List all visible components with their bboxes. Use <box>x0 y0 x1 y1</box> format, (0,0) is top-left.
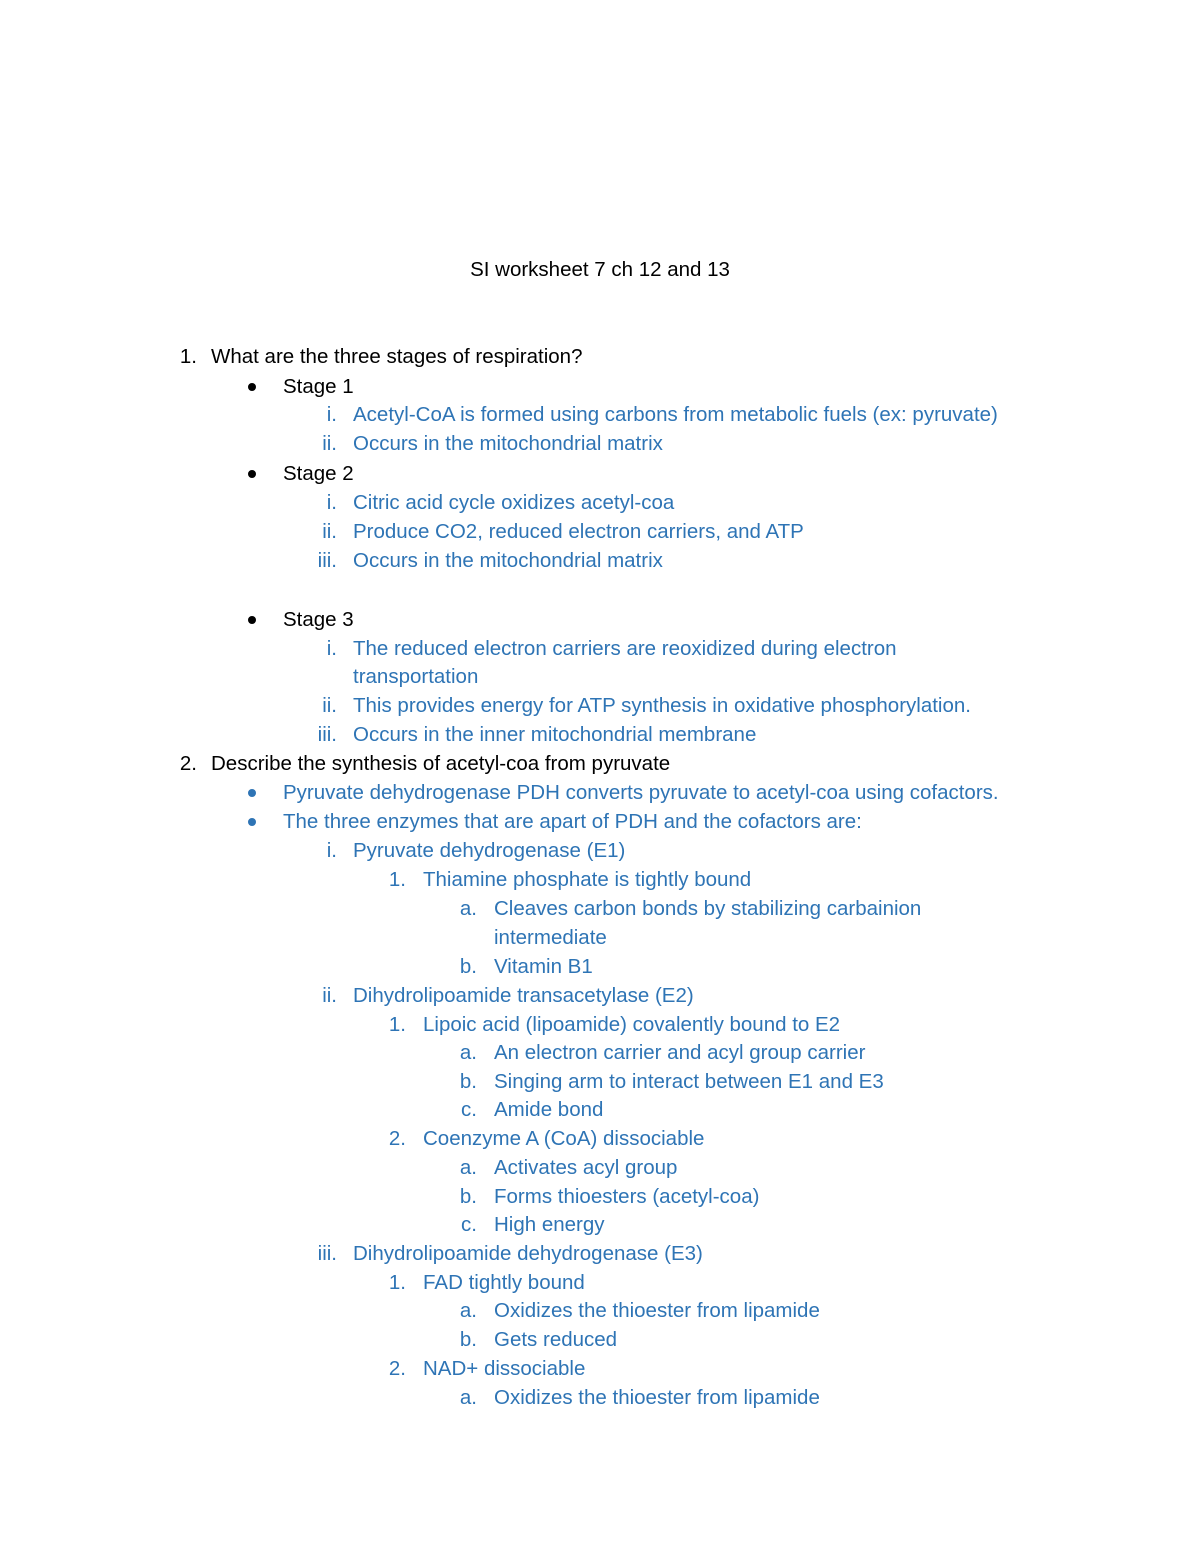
outline-line <box>0 460 1200 488</box>
list-item-text: transportation <box>353 665 479 688</box>
list-item-text: FAD tightly bound <box>423 1271 585 1294</box>
list-item-text: Stage 2 <box>283 462 354 485</box>
outline-line <box>0 1125 1200 1153</box>
outline-line <box>0 518 1200 546</box>
outline-line <box>0 1183 1200 1211</box>
list-item-text: Coenzyme A (CoA) dissociable <box>423 1127 705 1150</box>
list-item-text: Vitamin B1 <box>494 955 593 978</box>
list-marker: 2. <box>388 1127 406 1150</box>
list-item-text: Oxidizes the thioester from lipamide <box>494 1299 820 1322</box>
list-marker: iii. <box>317 549 337 572</box>
outline-line <box>0 635 1200 663</box>
list-marker: b. <box>459 1185 477 1208</box>
list-marker: b. <box>459 1328 477 1351</box>
list-marker: a. <box>459 1299 477 1322</box>
outline-line <box>0 1096 1200 1124</box>
list-item-text: The three enzymes that are apart of PDH and the cofactors are: <box>283 810 862 833</box>
outline-line <box>0 1326 1200 1354</box>
list-item-text: The reduced electron carriers are reoxidized during electron <box>353 637 897 660</box>
list-item-text: Singing arm to interact between E1 and E3 <box>494 1070 884 1093</box>
list-marker: 2. <box>388 1357 406 1380</box>
list-marker: iii. <box>317 1242 337 1265</box>
outline-line <box>0 401 1200 429</box>
outline-line <box>0 953 1200 981</box>
list-item-text: Stage 3 <box>283 608 354 631</box>
list-item-text: Gets reduced <box>494 1328 618 1351</box>
list-marker: a. <box>459 1156 477 1179</box>
bullet-icon <box>248 818 256 826</box>
outline-line <box>0 837 1200 865</box>
list-marker: ii. <box>322 694 337 717</box>
document-title: SI worksheet 7 ch 12 and 13 <box>470 258 730 281</box>
list-item-text: Produce CO2, reduced electron carriers, and ATP <box>353 520 804 543</box>
list-marker: i. <box>326 403 337 426</box>
outline-line <box>0 866 1200 894</box>
list-marker: ii. <box>322 984 337 1007</box>
list-item-text: Pyruvate dehydrogenase (E1) <box>353 839 626 862</box>
list-item-text: Describe the synthesis of acetyl-coa from pyruvate <box>211 752 671 775</box>
outline-line <box>0 808 1200 836</box>
list-item-text: Cleaves carbon bonds by stabilizing carbainion <box>494 897 922 920</box>
outline-line <box>0 924 1200 952</box>
list-item-text: Thiamine phosphate is tightly bound <box>423 868 752 891</box>
outline-line <box>0 1240 1200 1268</box>
list-marker: 1. <box>388 868 406 891</box>
list-item-text: High energy <box>494 1213 605 1236</box>
outline-line <box>0 1355 1200 1383</box>
outline-line <box>0 1269 1200 1297</box>
list-marker: b. <box>459 1070 477 1093</box>
list-item-text: Citric acid cycle oxidizes acetyl-coa <box>353 491 675 514</box>
outline-line <box>0 895 1200 923</box>
outline-line <box>0 1068 1200 1096</box>
list-item-text: Dihydrolipoamide transacetylase (E2) <box>353 984 694 1007</box>
list-item-text: Occurs in the mitochondrial matrix <box>353 432 663 455</box>
outline-line <box>0 779 1200 807</box>
list-item-text: Activates acyl group <box>494 1156 678 1179</box>
list-marker: c. <box>461 1098 477 1121</box>
outline-line <box>0 721 1200 749</box>
outline-line <box>0 1211 1200 1239</box>
list-marker: i. <box>326 637 337 660</box>
list-item-text: This provides energy for ATP synthesis in oxidative phosphorylation. <box>353 694 971 717</box>
outline-line <box>0 750 1200 778</box>
list-marker: a. <box>459 1386 477 1409</box>
list-marker: a. <box>459 1041 477 1064</box>
outline-line <box>0 430 1200 458</box>
outline-line <box>0 663 1200 691</box>
outline-line <box>0 343 1200 371</box>
bullet-icon <box>248 383 256 391</box>
list-marker: 1. <box>388 1271 406 1294</box>
outline-line <box>0 373 1200 401</box>
list-item-text: Occurs in the mitochondrial matrix <box>353 549 663 572</box>
outline-line <box>0 489 1200 517</box>
list-marker: 1. <box>179 345 197 368</box>
list-marker: b. <box>459 955 477 978</box>
list-item-text: Amide bond <box>494 1098 604 1121</box>
list-item-text: An electron carrier and acyl group carrier <box>494 1041 866 1064</box>
bullet-icon <box>248 789 256 797</box>
list-item-text: NAD+ dissociable <box>423 1357 586 1380</box>
list-marker: i. <box>326 839 337 862</box>
outline-line <box>0 1297 1200 1325</box>
bullet-icon <box>248 616 256 624</box>
list-item-text: Forms thioesters (acetyl-coa) <box>494 1185 760 1208</box>
list-marker: c. <box>461 1213 477 1236</box>
list-item-text: Occurs in the inner mitochondrial membrane <box>353 723 757 746</box>
outline-line <box>0 982 1200 1010</box>
list-item-text: Pyruvate dehydrogenase PDH converts pyruvate to acetyl-coa using cofactors. <box>283 781 999 804</box>
outline-line <box>0 1154 1200 1182</box>
list-marker: i. <box>326 491 337 514</box>
list-item-text: Stage 1 <box>283 375 354 398</box>
list-marker: a. <box>459 897 477 920</box>
outline-line <box>0 692 1200 720</box>
list-marker: ii. <box>322 432 337 455</box>
outline-line <box>0 1039 1200 1067</box>
list-item-text: intermediate <box>494 926 607 949</box>
list-item-text: Lipoic acid (lipoamide) covalently bound to E2 <box>423 1013 841 1036</box>
list-marker: ii. <box>322 520 337 543</box>
list-marker: 1. <box>388 1013 406 1036</box>
list-marker: iii. <box>317 723 337 746</box>
list-marker: 2. <box>179 752 197 775</box>
list-item-text: Acetyl-CoA is formed using carbons from metabolic fuels (ex: pyruvate) <box>353 403 998 426</box>
bullet-icon <box>248 470 256 478</box>
list-item-text: What are the three stages of respiration? <box>211 345 583 368</box>
outline-line <box>0 606 1200 634</box>
outline-line <box>0 547 1200 575</box>
outline-line <box>0 1011 1200 1039</box>
outline-line <box>0 1384 1200 1412</box>
list-item-text: Oxidizes the thioester from lipamide <box>494 1386 820 1409</box>
list-item-text: Dihydrolipoamide dehydrogenase (E3) <box>353 1242 703 1265</box>
